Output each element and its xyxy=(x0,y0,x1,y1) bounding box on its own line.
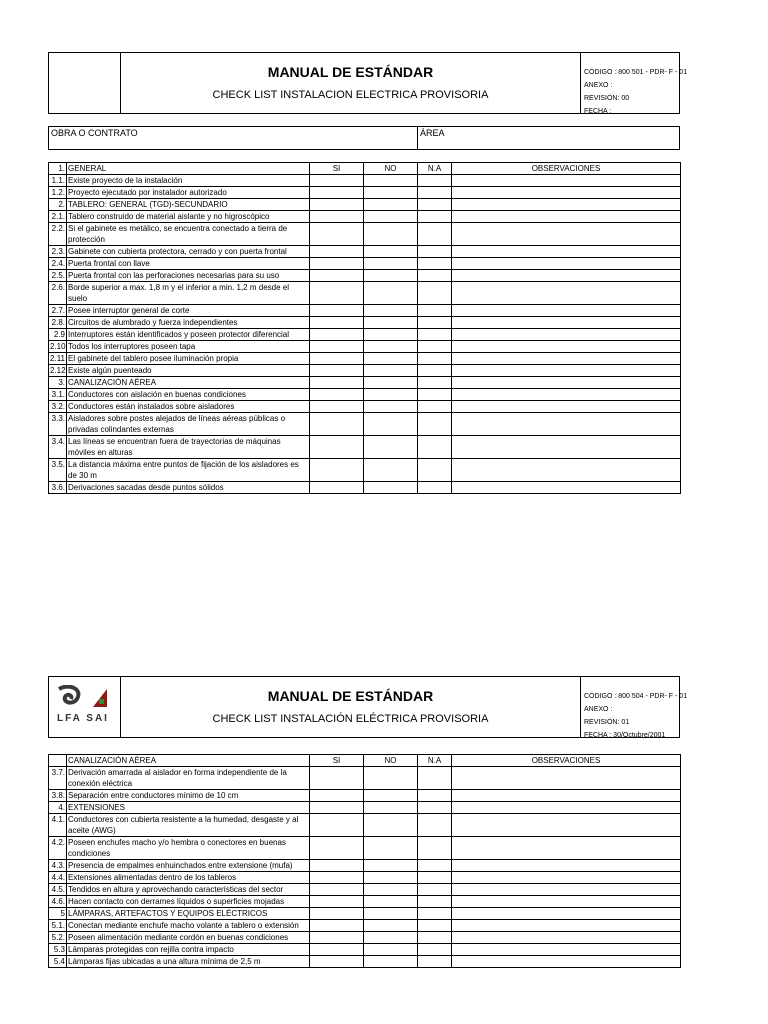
check-cell-no[interactable] xyxy=(364,944,418,956)
item-number: 1. xyxy=(49,163,67,175)
item-number: 2.3. xyxy=(49,246,67,258)
meta-anexo: ANEXO : xyxy=(584,82,613,89)
check-cell-na[interactable] xyxy=(418,282,452,305)
item-number: 4.4. xyxy=(49,872,67,884)
item-text: Tendidos en altura y aprovechando características del sector xyxy=(67,884,310,896)
check-cell-no[interactable] xyxy=(364,270,418,282)
checklist-table-1 xyxy=(48,162,681,494)
check-cell-observaciones[interactable] xyxy=(452,837,681,860)
meta-codigo: CÓDIGO : 800 504 - PDR- F - 01 xyxy=(584,693,688,700)
check-cell-na[interactable] xyxy=(418,482,452,494)
item-number: 3.8. xyxy=(49,790,67,802)
item-text: GENERAL xyxy=(67,163,310,175)
item-number: 2.6. xyxy=(49,282,67,305)
item-text: EXTENSIONES xyxy=(67,802,310,814)
check-cell-si[interactable] xyxy=(310,329,364,341)
item-number: 4.3. xyxy=(49,860,67,872)
check-cell-si[interactable] xyxy=(310,932,364,944)
column-header-no: NO xyxy=(364,755,418,767)
item-number: 2.9 xyxy=(49,329,67,341)
check-cell-si[interactable] xyxy=(310,377,364,389)
table-row xyxy=(49,436,681,459)
check-cell-si[interactable] xyxy=(310,802,364,814)
check-cell-no[interactable] xyxy=(364,459,418,482)
check-cell-no[interactable] xyxy=(364,223,418,246)
check-cell-na[interactable] xyxy=(418,305,452,317)
column-header-si: SI xyxy=(310,163,364,175)
table-row xyxy=(49,223,681,246)
check-cell-observaciones[interactable] xyxy=(452,365,681,377)
check-cell-no[interactable] xyxy=(364,389,418,401)
check-cell-na[interactable] xyxy=(418,341,452,353)
check-cell-na[interactable] xyxy=(418,767,452,790)
check-cell-observaciones[interactable] xyxy=(452,860,681,872)
check-cell-si[interactable] xyxy=(310,436,364,459)
header-center xyxy=(121,677,581,737)
check-cell-no[interactable] xyxy=(364,932,418,944)
logo-cell-empty xyxy=(49,53,121,113)
obra-label: OBRA O CONTRATO xyxy=(51,128,138,138)
check-cell-no[interactable] xyxy=(364,282,418,305)
item-number: 4.5. xyxy=(49,884,67,896)
table-row xyxy=(49,860,681,872)
check-cell-no[interactable] xyxy=(364,482,418,494)
check-cell-si[interactable] xyxy=(310,884,364,896)
logo-cell xyxy=(49,677,121,737)
item-text: Poseen enchufes macho y/o hembra o conectores en buenas condiciones xyxy=(67,837,310,860)
item-text: LÁMPARAS, ARTEFACTOS Y EQUIPOS ELÉCTRICOS xyxy=(67,908,310,920)
item-text: Conductores con cubierta resistente a la humedad, desgaste y al aceite (AWG) xyxy=(67,814,310,837)
check-cell-no[interactable] xyxy=(364,353,418,365)
check-cell-no[interactable] xyxy=(364,377,418,389)
check-cell-no[interactable] xyxy=(364,920,418,932)
check-cell-observaciones[interactable] xyxy=(452,944,681,956)
check-cell-no[interactable] xyxy=(364,860,418,872)
item-number: 2.7. xyxy=(49,305,67,317)
check-cell-na[interactable] xyxy=(418,436,452,459)
item-text: CANALIZACIÓN AÉREA xyxy=(67,755,310,767)
section-row xyxy=(49,163,681,175)
section-row xyxy=(49,199,681,211)
table-row xyxy=(49,482,681,494)
check-cell-si[interactable] xyxy=(310,459,364,482)
item-text: Todos los interruptores poseen tapa xyxy=(67,341,310,353)
item-number: 2.5. xyxy=(49,270,67,282)
item-number: 2.12 xyxy=(50,366,66,375)
company-logo-icon xyxy=(55,685,115,731)
table-row xyxy=(49,401,681,413)
check-cell-na[interactable] xyxy=(418,353,452,365)
table-row xyxy=(49,956,681,968)
check-cell-no[interactable] xyxy=(364,211,418,223)
check-cell-si[interactable] xyxy=(310,908,364,920)
table-row xyxy=(49,187,681,199)
checklist-subtitle: CHECK LIST INSTALACION ELECTRICA PROVISORIA xyxy=(212,89,489,101)
item-number: 3.5. xyxy=(49,459,67,482)
table-row xyxy=(49,837,681,860)
item-text: Hacen contacto con derrames líquidos o superficies mojadas xyxy=(67,896,310,908)
table-row xyxy=(49,353,681,365)
item-text: Puerta frontal con las perforaciones necesarias para su uso xyxy=(67,270,310,282)
check-cell-observaciones[interactable] xyxy=(452,199,681,211)
table-row xyxy=(49,932,681,944)
check-cell-na[interactable] xyxy=(418,944,452,956)
item-number: 3.1. xyxy=(49,389,67,401)
check-cell-na[interactable] xyxy=(418,223,452,246)
meta-codigo: CÓDIGO : 800 501 - PDR- F - 01 xyxy=(584,69,688,76)
check-cell-na[interactable] xyxy=(418,860,452,872)
table-row xyxy=(49,814,681,837)
table-row xyxy=(49,767,681,790)
item-number: 2.4. xyxy=(49,258,67,270)
check-cell-na[interactable] xyxy=(418,908,452,920)
document-meta xyxy=(581,53,688,115)
table-row xyxy=(49,305,681,317)
obra-area-row xyxy=(48,126,680,150)
section-row xyxy=(49,908,681,920)
item-text: Lámparas protegidas con rejilla contra impacto xyxy=(67,944,310,956)
header-block-2 xyxy=(48,676,688,739)
check-cell-na[interactable] xyxy=(418,175,452,187)
check-cell-si[interactable] xyxy=(310,896,364,908)
check-cell-no[interactable] xyxy=(364,896,418,908)
table-row xyxy=(49,246,681,258)
check-cell-si[interactable] xyxy=(310,860,364,872)
item-number: 5.2. xyxy=(49,932,67,944)
table-row xyxy=(49,944,681,956)
item-number xyxy=(49,755,67,767)
check-cell-no[interactable] xyxy=(364,187,418,199)
item-number: 4.6. xyxy=(49,896,67,908)
table-row xyxy=(49,341,681,353)
item-text: Poseen alimentación mediante cordón en buenas condiciones xyxy=(67,932,310,944)
item-text: Conectan mediante enchufe macho volante a tablero o extensión xyxy=(67,920,310,932)
check-cell-si[interactable] xyxy=(310,956,364,968)
check-cell-si[interactable] xyxy=(310,872,364,884)
check-cell-observaciones[interactable] xyxy=(452,814,681,837)
meta-fecha: FECHA : xyxy=(584,108,612,115)
check-cell-si[interactable] xyxy=(310,305,364,317)
check-cell-si[interactable] xyxy=(310,175,364,187)
meta-revision: REVISIÓN: 00 xyxy=(584,95,630,102)
item-number: 3.3. xyxy=(49,413,67,436)
item-number: 3.2. xyxy=(49,401,67,413)
check-cell-observaciones[interactable] xyxy=(452,389,681,401)
check-cell-si[interactable] xyxy=(310,223,364,246)
check-cell-no[interactable] xyxy=(364,884,418,896)
column-header-observaciones: OBSERVACIONES xyxy=(452,755,681,767)
item-text: Tablero construido de material aislante y no higroscópico xyxy=(67,211,310,223)
item-text: Separación entre conductores mínimo de 10 cm xyxy=(67,790,310,802)
section-row xyxy=(49,755,681,767)
table-row xyxy=(49,211,681,223)
check-cell-no[interactable] xyxy=(364,413,418,436)
item-number: 1.2. xyxy=(49,187,67,199)
item-number: 2.10 xyxy=(50,342,66,351)
item-number: 4.1. xyxy=(49,814,67,837)
check-cell-observaciones[interactable] xyxy=(452,884,681,896)
check-cell-na[interactable] xyxy=(418,365,452,377)
check-cell-si[interactable] xyxy=(310,413,364,436)
item-number: 3. xyxy=(49,377,67,389)
check-cell-no[interactable] xyxy=(364,305,418,317)
table-row xyxy=(49,459,681,482)
check-cell-observaciones[interactable] xyxy=(452,872,681,884)
check-cell-na[interactable] xyxy=(418,896,452,908)
check-cell-si[interactable] xyxy=(310,246,364,258)
checklist-table-2 xyxy=(48,754,681,968)
item-text: Borde superior a max. 1,8 m y el inferior a min. 1,2 m desde el suelo xyxy=(67,282,310,305)
table-row xyxy=(49,282,681,305)
check-cell-no[interactable] xyxy=(364,317,418,329)
item-number: 2. xyxy=(49,199,67,211)
document-meta xyxy=(581,677,688,739)
column-header-na: N.A xyxy=(418,163,452,175)
item-text: Presencia de empalmes enhuinchados entre extensione (mufa) xyxy=(67,860,310,872)
item-text: Las líneas se encuentran fuera de trayectorias de máquinas móviles en alturas xyxy=(67,436,310,459)
table-row xyxy=(49,317,681,329)
check-cell-na[interactable] xyxy=(418,377,452,389)
check-cell-si[interactable] xyxy=(310,258,364,270)
check-cell-observaciones[interactable] xyxy=(452,401,681,413)
item-text: El gabinete del tablero posee iluminación propia xyxy=(67,353,310,365)
item-number: 4. xyxy=(49,802,67,814)
check-cell-na[interactable] xyxy=(418,956,452,968)
check-cell-no[interactable] xyxy=(364,908,418,920)
check-cell-observaciones[interactable] xyxy=(452,329,681,341)
check-cell-si[interactable] xyxy=(310,814,364,837)
column-header-no: NO xyxy=(364,163,418,175)
table-row xyxy=(49,329,681,341)
check-cell-na[interactable] xyxy=(418,932,452,944)
check-cell-si[interactable] xyxy=(310,767,364,790)
check-cell-si[interactable] xyxy=(310,211,364,223)
check-cell-si[interactable] xyxy=(310,199,364,211)
table-row xyxy=(49,884,681,896)
table-row xyxy=(49,365,681,377)
check-cell-na[interactable] xyxy=(418,884,452,896)
obra-contrato-field[interactable] xyxy=(49,127,418,149)
column-header-na: N.A xyxy=(418,755,452,767)
check-cell-no[interactable] xyxy=(364,802,418,814)
item-number: 2.1. xyxy=(49,211,67,223)
item-text: Posee interruptor general de corte xyxy=(67,305,310,317)
check-cell-na[interactable] xyxy=(418,837,452,860)
meta-anexo: ANEXO : xyxy=(584,706,613,713)
check-cell-observaciones[interactable] xyxy=(452,270,681,282)
meta-fecha: FECHA : 30/Octubre/2001 xyxy=(584,732,666,739)
check-cell-na[interactable] xyxy=(418,187,452,199)
check-cell-si[interactable] xyxy=(310,389,364,401)
check-cell-observaciones[interactable] xyxy=(452,246,681,258)
check-cell-observaciones[interactable] xyxy=(452,790,681,802)
check-cell-si[interactable] xyxy=(310,341,364,353)
check-cell-no[interactable] xyxy=(364,872,418,884)
item-text: Existe algún puenteado xyxy=(67,365,310,377)
check-cell-na[interactable] xyxy=(418,413,452,436)
check-cell-na[interactable] xyxy=(418,211,452,223)
check-cell-observaciones[interactable] xyxy=(452,187,681,199)
check-cell-observaciones[interactable] xyxy=(452,956,681,968)
check-cell-si[interactable] xyxy=(310,317,364,329)
check-cell-na[interactable] xyxy=(418,389,452,401)
item-number: 3.7. xyxy=(49,767,67,790)
check-cell-na[interactable] xyxy=(418,459,452,482)
check-cell-no[interactable] xyxy=(364,436,418,459)
item-text: Existe proyecto de la instalación xyxy=(67,175,310,187)
check-cell-na[interactable] xyxy=(418,802,452,814)
section-row xyxy=(49,802,681,814)
table-row xyxy=(49,270,681,282)
check-cell-si[interactable] xyxy=(310,790,364,802)
check-cell-na[interactable] xyxy=(418,258,452,270)
column-header-si: SI xyxy=(310,755,364,767)
check-cell-si[interactable] xyxy=(310,270,364,282)
item-number: 2.11 xyxy=(50,354,65,363)
check-cell-na[interactable] xyxy=(418,814,452,837)
item-number: 4.2. xyxy=(49,837,67,860)
check-cell-na[interactable] xyxy=(418,270,452,282)
check-cell-observaciones[interactable] xyxy=(452,317,681,329)
check-cell-observaciones[interactable] xyxy=(452,920,681,932)
item-number: 1.1. xyxy=(49,175,67,187)
item-text: TABLERO: GENERAL (TGD)-SECUNDARIO xyxy=(67,199,310,211)
checklist-subtitle: CHECK LIST INSTALACIÓN ELÉCTRICA PROVISORIA xyxy=(212,713,489,725)
check-cell-no[interactable] xyxy=(364,956,418,968)
check-cell-observaciones[interactable] xyxy=(452,223,681,246)
check-cell-si[interactable] xyxy=(310,353,364,365)
item-text: La distancia máxima entre puntos de fijación de los aisladores es de 30 m xyxy=(67,459,310,482)
section-row xyxy=(49,377,681,389)
item-text: Proyecto ejecutado por instalador autorizado xyxy=(67,187,310,199)
item-number: 5.4 xyxy=(49,956,67,968)
check-cell-na[interactable] xyxy=(418,329,452,341)
table-row xyxy=(49,413,681,436)
table-row xyxy=(49,896,681,908)
table-row xyxy=(49,872,681,884)
area-label: ÁREA xyxy=(420,128,445,138)
check-cell-no[interactable] xyxy=(364,814,418,837)
item-text: Conductores están instalados sobre aisladores xyxy=(67,401,310,413)
check-cell-observaciones[interactable] xyxy=(452,258,681,270)
check-cell-observaciones[interactable] xyxy=(452,436,681,459)
logo-text: LFA SAI xyxy=(57,713,109,724)
check-cell-observaciones[interactable] xyxy=(452,377,681,389)
check-cell-observaciones[interactable] xyxy=(452,802,681,814)
check-cell-si[interactable] xyxy=(310,282,364,305)
check-cell-si[interactable] xyxy=(310,187,364,199)
check-cell-si[interactable] xyxy=(310,920,364,932)
item-number: 5.3 xyxy=(49,944,67,956)
check-cell-na[interactable] xyxy=(418,199,452,211)
check-cell-observaciones[interactable] xyxy=(452,211,681,223)
check-cell-observaciones[interactable] xyxy=(452,175,681,187)
item-number: 2.2. xyxy=(49,223,67,246)
item-text: Derivación amarrada al aislador en forma independiente de la conexión eléctrica xyxy=(67,767,310,790)
check-cell-observaciones[interactable] xyxy=(452,305,681,317)
check-cell-no[interactable] xyxy=(364,329,418,341)
check-cell-na[interactable] xyxy=(418,790,452,802)
check-cell-no[interactable] xyxy=(364,246,418,258)
check-cell-no[interactable] xyxy=(364,790,418,802)
item-number: 3.6. xyxy=(49,482,67,494)
manual-title: MANUAL DE ESTÁNDAR xyxy=(267,64,434,80)
check-cell-observaciones[interactable] xyxy=(452,459,681,482)
item-text: Derivaciones sacadas desde puntos sólidos xyxy=(67,482,310,494)
item-text: Gabinete con cubierta protectora, cerrado y con puerta frontal xyxy=(67,246,310,258)
check-cell-observaciones[interactable] xyxy=(452,908,681,920)
item-text: Extensiones alimentadas dentro de los tableros xyxy=(67,872,310,884)
item-text: Si el gabinete es metálico, se encuentra conectado a tierra de protección xyxy=(67,223,310,246)
check-cell-si[interactable] xyxy=(310,837,364,860)
item-text: Interruptores están identificados y poseen protector diferencial xyxy=(67,329,310,341)
table-row xyxy=(49,389,681,401)
table-row xyxy=(49,258,681,270)
table-row xyxy=(49,920,681,932)
table-row xyxy=(49,790,681,802)
check-cell-si[interactable] xyxy=(310,482,364,494)
manual-title: MANUAL DE ESTÁNDAR xyxy=(267,688,434,704)
column-header-observaciones: OBSERVACIONES xyxy=(452,163,681,175)
item-number: 5 xyxy=(49,908,67,920)
item-number: 3.4. xyxy=(49,436,67,459)
header-block-1 xyxy=(48,52,688,115)
check-cell-no[interactable] xyxy=(364,341,418,353)
check-cell-observaciones[interactable] xyxy=(452,282,681,305)
check-cell-observaciones[interactable] xyxy=(452,896,681,908)
item-text: Conductores con aislación en buenas condiciones xyxy=(67,389,310,401)
check-cell-no[interactable] xyxy=(364,837,418,860)
item-text: Lámparas fijas ubicadas a una altura mínima de 2,5 m xyxy=(67,956,310,968)
check-cell-observaciones[interactable] xyxy=(452,932,681,944)
check-cell-no[interactable] xyxy=(364,199,418,211)
item-text: Puerta frontal con llave xyxy=(67,258,310,270)
check-cell-observaciones[interactable] xyxy=(452,353,681,365)
item-text: Circuitos de alumbrado y fuerza independientes xyxy=(67,317,310,329)
check-cell-si[interactable] xyxy=(310,944,364,956)
check-cell-observaciones[interactable] xyxy=(452,767,681,790)
check-cell-no[interactable] xyxy=(364,365,418,377)
check-cell-na[interactable] xyxy=(418,920,452,932)
check-cell-na[interactable] xyxy=(418,872,452,884)
item-number: 2.8. xyxy=(49,317,67,329)
check-cell-no[interactable] xyxy=(364,258,418,270)
check-cell-na[interactable] xyxy=(418,246,452,258)
table-row xyxy=(49,175,681,187)
item-number: 5.1. xyxy=(49,920,67,932)
check-cell-observaciones[interactable] xyxy=(452,413,681,436)
header-center xyxy=(121,53,581,113)
check-cell-na[interactable] xyxy=(418,317,452,329)
check-cell-na[interactable] xyxy=(418,401,452,413)
item-text: CANALIZACIÓN AÉREA xyxy=(67,377,310,389)
area-field[interactable] xyxy=(418,127,679,149)
check-cell-no[interactable] xyxy=(364,175,418,187)
check-cell-si[interactable] xyxy=(310,365,364,377)
check-cell-observaciones[interactable] xyxy=(452,482,681,494)
check-cell-si[interactable] xyxy=(310,401,364,413)
item-text: Aisladores sobre postes alejados de líneas aéreas públicas o privadas colindantes externas xyxy=(67,413,310,436)
check-cell-observaciones[interactable] xyxy=(452,341,681,353)
check-cell-no[interactable] xyxy=(364,401,418,413)
meta-revision: REVISIÓN: 01 xyxy=(584,719,630,726)
check-cell-no[interactable] xyxy=(364,767,418,790)
